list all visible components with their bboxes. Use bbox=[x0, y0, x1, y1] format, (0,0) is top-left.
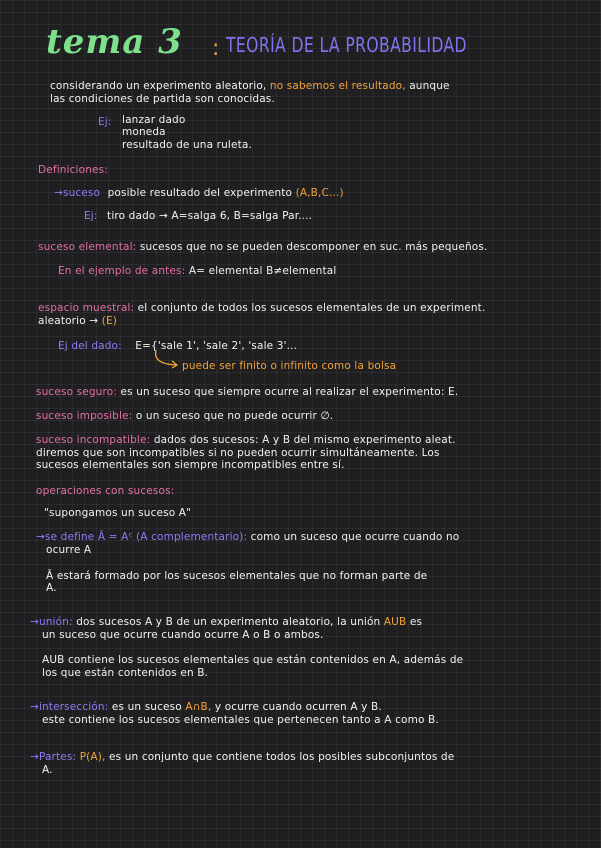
union-symbol: AUB bbox=[383, 616, 407, 628]
suceso-elemental-label: suceso elemental: bbox=[38, 241, 137, 253]
suceso-elemental-example bbox=[58, 265, 336, 277]
suceso-label: →suceso bbox=[54, 187, 101, 199]
interseccion-line-1 bbox=[30, 701, 382, 713]
suceso-imposible-line bbox=[36, 410, 333, 422]
suceso-imposible-text: o un suceso que no puede ocurrir ∅. bbox=[135, 410, 334, 422]
examples-label: Ej: bbox=[98, 116, 112, 128]
suceso-ej-text: tiro dado → A=salga 6, B=salga Par.... bbox=[107, 210, 313, 222]
suceso-elemental-line bbox=[38, 241, 487, 253]
union-line-2: un suceso que ocurre cuando ocurre A o B o ambos. bbox=[42, 629, 324, 641]
interseccion-label: →intersección: bbox=[30, 701, 109, 713]
espacio-muestral-note: puede ser finito o infinito como la bolsa bbox=[182, 360, 397, 372]
partes-line-1 bbox=[30, 751, 454, 763]
partes-symbol: P(A), bbox=[79, 751, 106, 763]
interseccion-line-2: este contiene los sucesos elementales que pertenecen tanto a A como B. bbox=[42, 714, 439, 726]
espacio-muestral-line-1 bbox=[38, 302, 485, 314]
example-item-1: lanzar dado bbox=[122, 114, 186, 126]
operaciones-supongamos: "supongamos un suceso A" bbox=[44, 507, 192, 519]
intro-text-c: aunque bbox=[409, 80, 450, 92]
operaciones-formado-line-2: A. bbox=[46, 582, 57, 594]
suceso-incompatible-text-1: dados dos sucesos: A y B del mismo experimento aleat. bbox=[153, 434, 456, 446]
suceso-incompatible-line-3: sucesos elementales son siempre incompatibles entre sí. bbox=[36, 459, 345, 471]
partes-line-2: A. bbox=[42, 764, 53, 776]
suceso-seguro-line bbox=[36, 386, 458, 398]
curved-arrow-icon bbox=[152, 348, 182, 372]
espacio-muestral-text-b: aleatorio → bbox=[38, 315, 99, 327]
define-label: →se define bbox=[36, 531, 95, 543]
interseccion-text-a: es un suceso bbox=[111, 701, 182, 713]
suceso-seguro-text: es un suceso que siempre ocurre al realizar el experimento: E. bbox=[120, 386, 459, 398]
intro-text-b: no sabemos el resultado, bbox=[269, 80, 406, 92]
partes-text: es un conjunto que contiene todos los posibles subconjuntos de bbox=[109, 751, 455, 763]
operaciones-define-line-2: ocurre A bbox=[46, 544, 92, 556]
espacio-muestral-symbol: (E) bbox=[101, 315, 118, 327]
definiciones-label: Definiciones: bbox=[38, 164, 108, 176]
espacio-muestral-ej-label: Ej del dado: bbox=[58, 340, 122, 352]
operaciones-define-line-1 bbox=[36, 531, 459, 543]
union-line-1 bbox=[30, 616, 422, 628]
suceso-elemental-ej-text: A= elemental B≠elemental bbox=[188, 265, 337, 277]
suceso-incompatible-label: suceso incompatible: bbox=[36, 434, 151, 446]
suceso-incompatible-line-2: diremos que son incompatibles si no pueden ocurrir simultáneamente. Los bbox=[36, 447, 440, 459]
espacio-muestral-text: el conjunto de todos los sucesos elementales de un experiment. bbox=[137, 302, 486, 314]
intro-line-2: las condiciones de partida son conocidas. bbox=[50, 93, 275, 105]
suceso-imposible-label: suceso imposible: bbox=[36, 410, 133, 422]
espacio-muestral-ej-text: E={'sale 1', 'sale 2', 'sale 3'... bbox=[135, 340, 298, 352]
title-colon: : bbox=[212, 36, 220, 61]
partes-label: →Partes: bbox=[30, 751, 77, 763]
union-text-a: dos sucesos A y B de un experimento aleatorio, la unión bbox=[76, 616, 381, 628]
suceso-ej-label: Ej: bbox=[84, 210, 98, 222]
title-subtitle: TEORÍA DE LA PROBABILIDAD bbox=[226, 33, 467, 57]
espacio-muestral-label: espacio muestral: bbox=[38, 302, 135, 314]
suceso-seguro-label: suceso seguro: bbox=[36, 386, 117, 398]
define-text-a: como un suceso que ocurre cuando no bbox=[250, 531, 460, 543]
title-tema: tema 3 bbox=[46, 22, 183, 62]
example-item-3: resultado de una ruleta. bbox=[122, 139, 252, 151]
intro-text-a: considerando un experimento aleatorio, bbox=[50, 80, 267, 92]
interseccion-symbol: A∩B, bbox=[185, 701, 212, 713]
suceso-set: (A,B,C...) bbox=[295, 187, 344, 199]
suceso-example bbox=[84, 210, 312, 222]
example-item-2: moneda bbox=[122, 126, 166, 138]
union-line-4: los que están contenidos en B. bbox=[42, 667, 209, 679]
suceso-elemental-text: sucesos que no se pueden descomponer en suc. más pequeños. bbox=[139, 241, 488, 253]
suceso-text: posible resultado del experimento bbox=[107, 187, 293, 199]
suceso-incompatible-line-1 bbox=[36, 434, 456, 446]
define-formula: Ā = Aᶜ (A complementario): bbox=[97, 531, 248, 543]
intro-line-1 bbox=[50, 80, 450, 92]
union-line-3: AUB contiene los sucesos elementales que están contenidos en A, además de bbox=[42, 654, 464, 666]
espacio-muestral-line-2 bbox=[38, 315, 117, 327]
union-text-b: es bbox=[409, 616, 423, 628]
suceso-line bbox=[54, 187, 344, 199]
interseccion-text-b: y ocurre cuando ocurren A y B. bbox=[214, 701, 382, 713]
operaciones-label: operaciones con sucesos: bbox=[36, 485, 175, 497]
union-label: →unión: bbox=[30, 616, 73, 628]
operaciones-formado-line-1: Ā estará formado por los sucesos elementales que no forman parte de bbox=[46, 570, 428, 582]
suceso-elemental-ej-label: En el ejemplo de antes: bbox=[58, 265, 186, 277]
